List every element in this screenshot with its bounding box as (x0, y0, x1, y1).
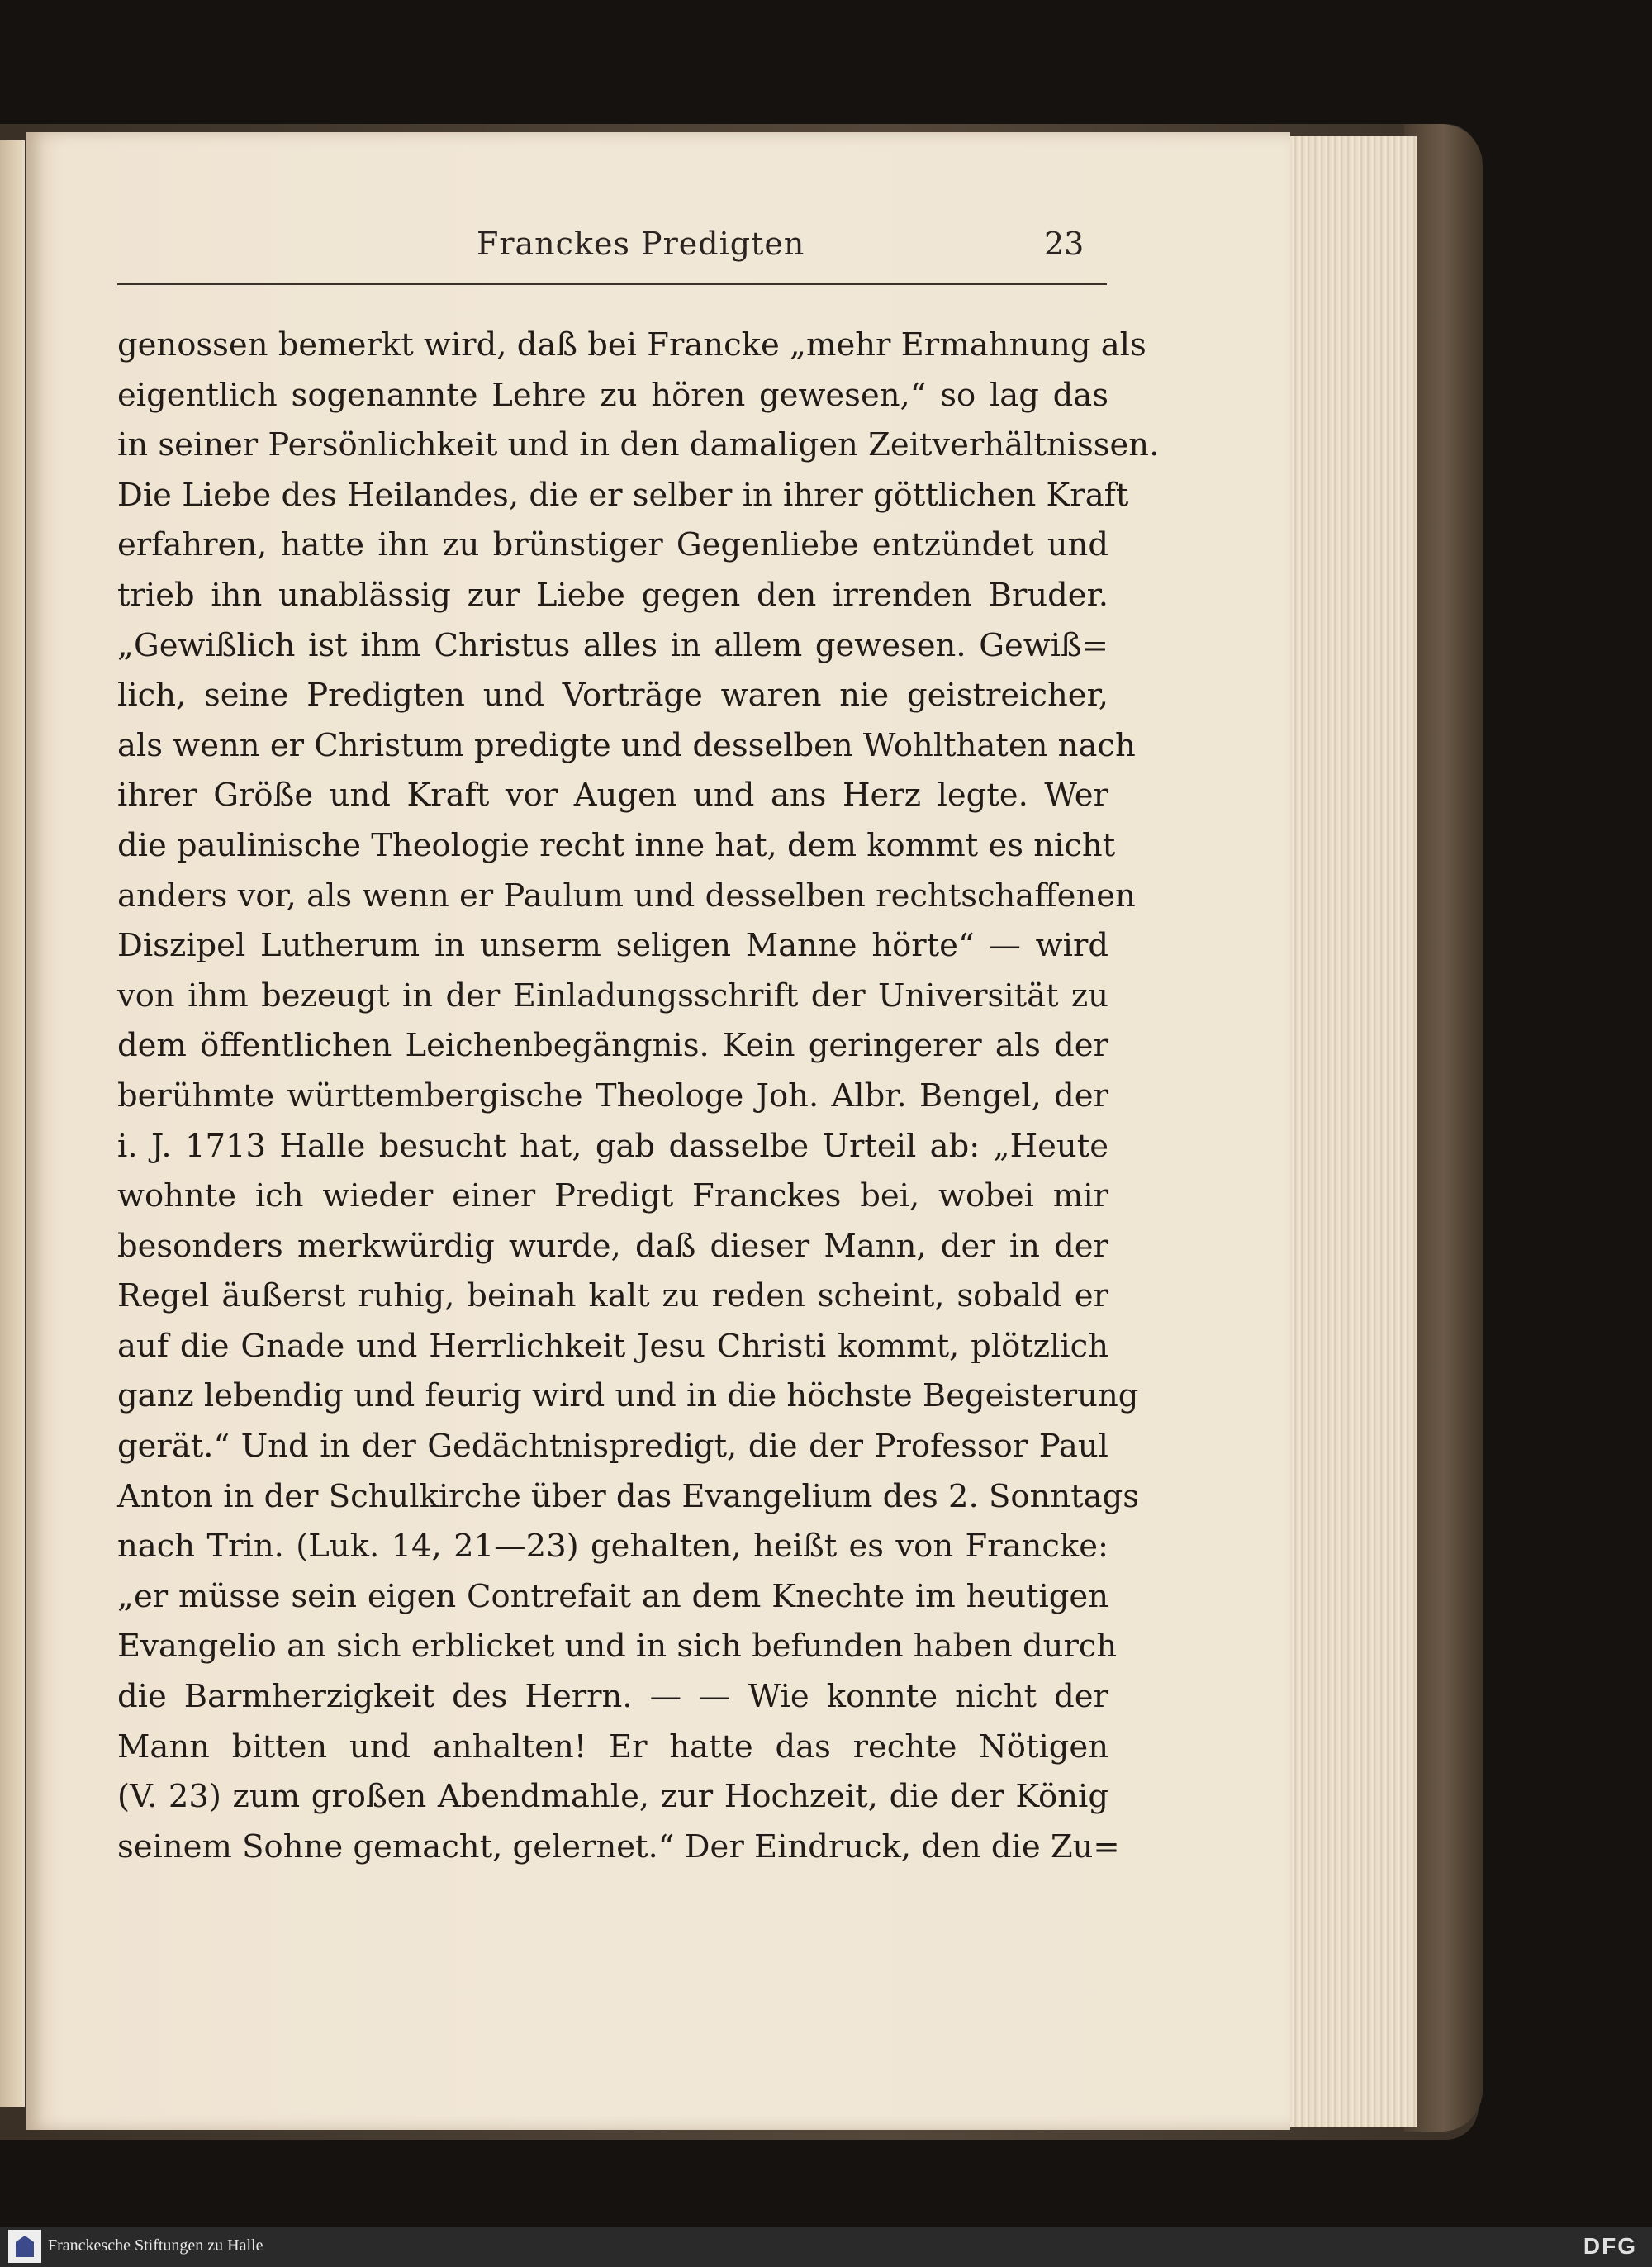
dfg-badge: DFG (1583, 2233, 1637, 2259)
text-line: ganz lebendig und feurig wird und in die höchste Begeisterung (117, 1377, 1139, 1415)
text-line: besonders merkwürdig wurde, daß dieser Mann, der in der (117, 1227, 1108, 1265)
header-rule (117, 283, 1107, 285)
text-line: in seiner Persönlichkeit und in den damaligen Zeitverhältnissen. (117, 426, 1160, 464)
building-icon (16, 2236, 34, 2257)
text-line: Evangelio an sich erblicket und in sich befunden haben durch (117, 1628, 1118, 1666)
text-line: Anton in der Schulkirche über das Evangelium des 2. Sonntags (117, 1477, 1140, 1515)
body-text (117, 321, 1160, 1872)
text-line: (V. 23) zum großen Abendmahle, zur Hochzeit, die der König (117, 1778, 1108, 1816)
book-page (26, 132, 1290, 2130)
text-line: „er müsse sein eigen Contrefait an dem Knechte im heutigen (117, 1577, 1108, 1615)
text-line: die Barmherzigkeit des Herrn. — — Wie konnte nicht der (117, 1678, 1108, 1716)
left-page-edge (0, 140, 25, 2107)
text-line: erfahren, hatte ihn zu brünstiger Gegenliebe entzündet und (117, 526, 1108, 564)
institution-logo (8, 2230, 41, 2263)
text-line: berühmte württembergische Theologe Joh. Albr. Bengel, der (117, 1076, 1108, 1114)
text-line: trieb ihn unablässig zur Liebe gegen den irrenden Bruder. (117, 576, 1108, 614)
page-title: Franckes Predigten (477, 226, 805, 262)
text-line: seinem Sohne gemacht, gelernet.“ Der Eindruck, den die Zu= (117, 1827, 1120, 1865)
text-line: Diszipel Lutherum in unserm seligen Manne hörte“ — wird (117, 927, 1108, 965)
text-line: von ihm bezeugt in der Einladungsschrift der Universität zu (117, 977, 1108, 1015)
text-line: gerät.“ Und in der Gedächtnispredigt, die der Professor Paul (117, 1428, 1108, 1466)
text-line: eigentlich sogenannte Lehre zu hören gewesen,“ so lag das (117, 376, 1108, 414)
text-line: wohnte ich wieder einer Predigt Franckes bei, wobei mir (117, 1177, 1108, 1215)
viewer-footer (0, 2227, 1652, 2267)
text-line: lich, seine Predigten und Vorträge waren nie geistreicher, (117, 677, 1108, 715)
text-line: Die Liebe des Heilandes, die er selber in ihrer göttlichen Kraft (117, 476, 1129, 514)
running-head (26, 226, 1290, 275)
text-line: anders vor, als wenn er Paulum und desselben rechtschaffenen (117, 877, 1136, 915)
text-line: Regel äußerst ruhig, beinah kalt zu reden scheint, sobald er (117, 1277, 1108, 1315)
text-line: die paulinische Theologie recht inne hat, dem kommt es nicht (117, 826, 1116, 864)
page-edges (1284, 136, 1417, 2127)
text-line: dem öffentlichen Leichenbegängnis. Kein geringerer als der (117, 1027, 1108, 1065)
text-line: „Gewißlich ist ihm Christus alles in allem gewesen. Gewiß= (117, 626, 1108, 664)
text-line: auf die Gnade und Herrlichkeit Jesu Christi kommt, plötzlich (117, 1327, 1108, 1365)
text-line: als wenn er Christum predigte und desselben Wohlthaten nach (117, 726, 1136, 764)
page-number: 23 (1044, 226, 1085, 262)
text-line: nach Trin. (Luk. 14, 21—23) gehalten, heißt es von Francke: (117, 1528, 1108, 1566)
text-line: genossen bemerkt wird, daß bei Francke „mehr Ermahnung als (117, 326, 1146, 364)
text-line: ihrer Größe und Kraft vor Augen und ans Herz legte. Wer (117, 777, 1108, 815)
institution-name: Franckesche Stiftungen zu Halle (48, 2236, 263, 2255)
text-line: i. J. 1713 Halle besucht hat, gab dasselbe Urteil ab: „Heute (117, 1127, 1108, 1165)
text-line: Mann bitten und anhalten! Er hatte das rechte Nötigen (117, 1728, 1108, 1766)
